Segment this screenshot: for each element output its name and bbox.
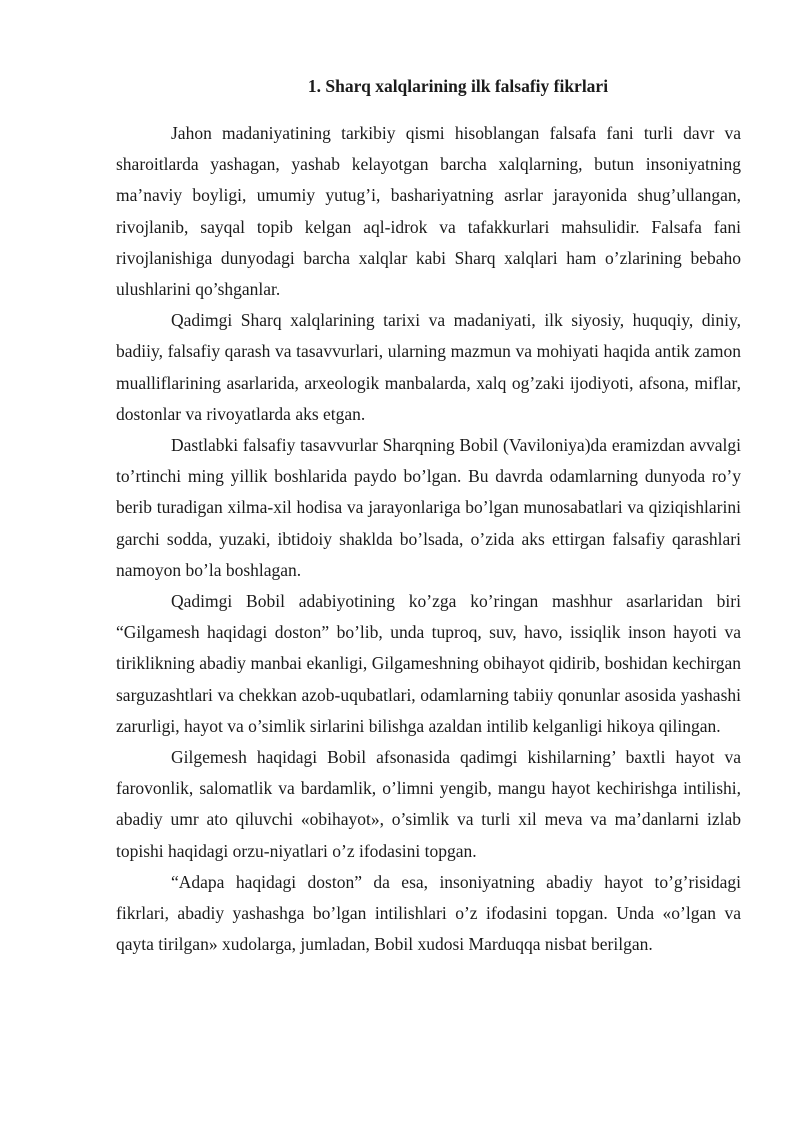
paragraph-6: “Adapa haqidagi doston” da esa, insoniyatning abadiy hayot to’g’risidagi fikrlari, abadiy yashashga bo’lgan intilishlari o’z ifodasini topgan. Unda «o’lgan va qayta tirilgan» xudolarga, jumladan, Bobil xudosi Marduqqa nisbat berilgan. [116, 871, 741, 955]
body-text [116, 118, 741, 960]
paragraph-2: Qadimgi Sharq xalqlarining tarixi va madaniyati, ilk siyosiy, huquqiy, diniy, badiiy, falsafiy qarash va tasavvurlari, ularning mazmun va mohiyati haqida antik zamon mualliflarining asarlarida, arxeologik manbalarda, xalq og’zaki ijodiyoti, afsona, miflar, dostonlar va rivoyatlarda aks etgan. [116, 310, 741, 424]
paragraph-4: Qadimgi Bobil adabiyotining ko’zga ko’ringan mashhur asarlaridan biri “Gilgamesh haqidagi doston” bo’lib, unda tuproq, suv, havo, issiqlik inson hayoti va tiriklikning abadiy manbai ekanligi, Gilgameshning obihayot qidirib, boshidan kechirgan sarguzashtlari va chekkan azob-uqubatlari, odamlarning tabiiy qonunlar asosida yashashi zarurligi, hayot va o’simlik sirlarini bilishga azaldan intilib kelganligi hikoya qilingan. [116, 591, 741, 736]
paragraph-1: Jahon madaniyatining tarkibiy qismi hisoblangan falsafa fani turli davr va sharoitlarda yashagan, yashab kelayotgan barcha xalqlarning, butun insoniyatning ma’naviy boyligi, umumiy yutug’i, bashariyatning asrlar jarayonida shug’ullangan, rivojlanib, sayqal topib kelgan aql-idrok va tafakkurlari mahsulidir. Falsafa fani rivojlanishiga dunyodagi barcha xalqlar kabi Sharq xalqlari ham o’zlarining bebaho ulushlarini qo’shganlar. [116, 123, 741, 300]
page-title: 1. Sharq xalqlarining ilk falsafiy fikrlari [307, 76, 609, 96]
paragraph-3: Dastlabki falsafiy tasavvurlar Sharqning Bobil (Vaviloniya)da eramizdan avvalgi to’rtinchi ming yillik boshlarida paydo bo’lgan. Bu davrda odamlarning dunyoda ro’y berib turadigan xilma-xil hodisa va jarayonlariga bo’lgan munosabatlari va qiziqishlarini garchi sodda, yuzaki, ibtidoiy shaklda bo’lsada, o’zida aks ettirgan falsafiy qarashlari namoyon bo’la boshlagan. [116, 435, 741, 580]
paragraph-5: Gilgemesh haqidagi Bobil afsonasida qadimgi kishilarning’ baxtli hayot va farovonlik, salomatlik va bardamlik, o’limni yengib, mangu hayot kechirishga intilishi, abadiy umr ato qiluvchi «obihayot», o’simlik va turli xil meva va ma’danlarni izlab topishi haqidagi orzu-niyatlari o’z ifodasini topgan. [116, 747, 741, 861]
